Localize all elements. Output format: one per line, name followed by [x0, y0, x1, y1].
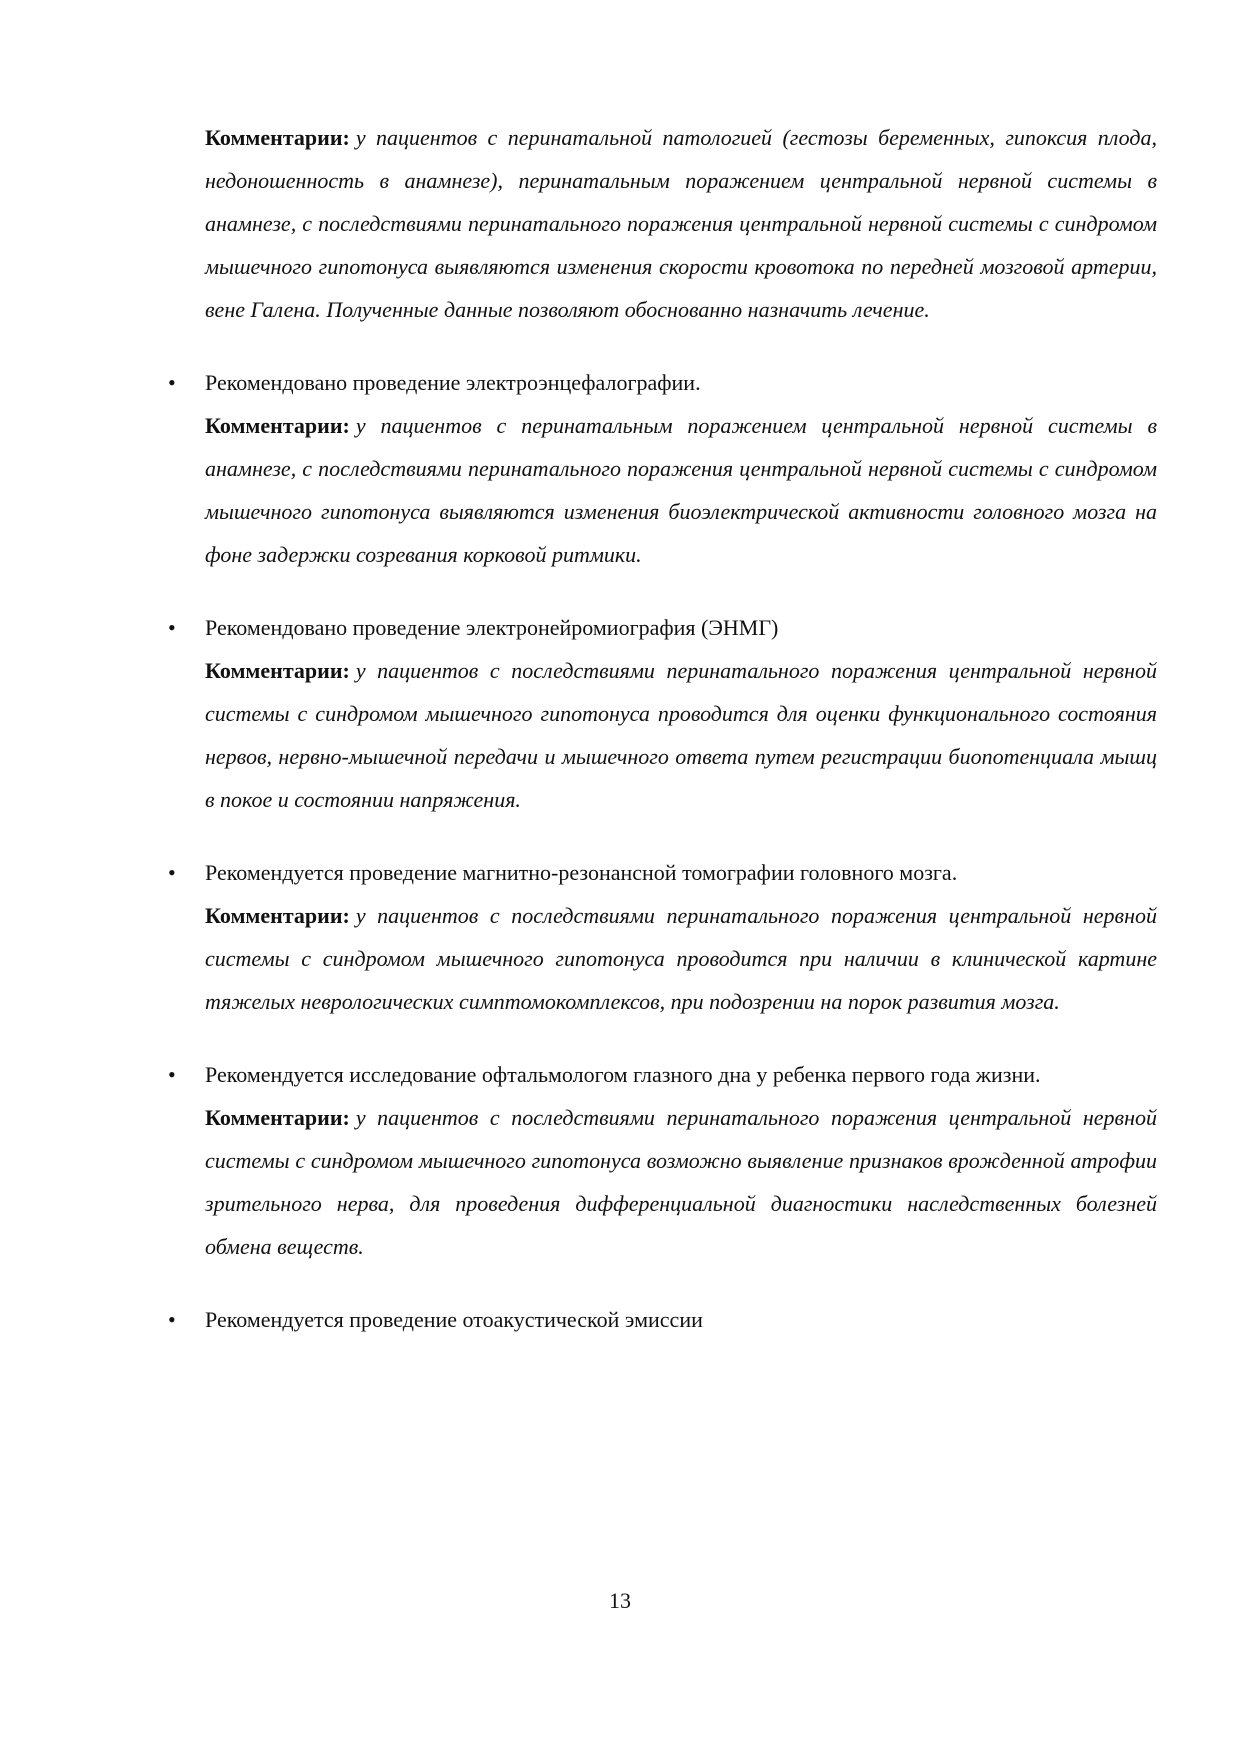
- comment-label: Комментарии:: [205, 903, 350, 928]
- recommendation-comment: [205, 894, 1157, 1023]
- recommendation-text: Рекомендуется проведение отоакустической эмиссии: [205, 1307, 703, 1332]
- recommendation-text: Рекомендуется исследование офтальмологом глазного дна у ребенка первого года жизни.: [205, 1062, 1041, 1087]
- page-number: 13: [609, 1588, 631, 1613]
- comment-label: Комментарии:: [205, 125, 350, 150]
- comment-text: у пациентов с последствиями перинатального поражения центральной нервной системы с синдромом мышечного гипотонуса возможно выявление признаков врожденной атрофии зрительного нерва, для проведения дифференциальной диагностики наследственных болезней обмена веществ.: [205, 1105, 1157, 1259]
- recommendation-text: Рекомендовано проведение электронейромиография (ЭНМГ): [205, 615, 779, 640]
- comment-text: у пациентов с перинатальной патологией (гестозы беременных, гипоксия плода, недоношенность в анамнезе), перинатальным поражением центральной нервной системы в анамнезе, с последствиями перинатального поражения центральной нервной системы с синдромом мышечного гипотонуса выявляются изменения скорости кровотока по передней мозговой артерии, вене Галена. Полученные данные позволяют обоснованно назначить лечение.: [205, 125, 1157, 322]
- recommendation-comment: [205, 649, 1157, 821]
- recommendation-ophthalmology: [168, 1053, 1157, 1268]
- recommendation-otoacoustic: [168, 1298, 1157, 1341]
- recommendation-enmg: [168, 606, 1157, 821]
- recommendation-text: Рекомендовано проведение электроэнцефалографии.: [205, 370, 701, 395]
- recommendation-eeg: [168, 361, 1157, 576]
- bullet-icon: •: [168, 860, 176, 885]
- recommendation-text: Рекомендуется проведение магнитно-резонансной томографии головного мозга.: [205, 860, 958, 885]
- comment-label: Комментарии:: [205, 658, 350, 683]
- bullet-icon: •: [168, 370, 176, 395]
- bullet-icon: •: [168, 1062, 176, 1087]
- comment-text: у пациентов с перинатальным поражением центральной нервной системы в анамнезе, с последствиями перинатального поражения центральной нервной системы с синдромом мышечного гипотонуса выявляются изменения биоэлектрической активности головного мозга на фоне задержки созревания корковой ритмики.: [205, 413, 1157, 567]
- recommendation-mri: [168, 851, 1157, 1023]
- comment-label: Комментарии:: [205, 413, 350, 438]
- recommendation-comment: [205, 404, 1157, 576]
- page-content: [168, 116, 1157, 1341]
- bullet-icon: •: [168, 615, 176, 640]
- intro-comment: [205, 116, 1157, 331]
- bullet-icon: •: [168, 1307, 176, 1332]
- comment-text: у пациентов с последствиями перинатального поражения центральной нервной системы с синдромом мышечного гипотонуса проводится для оценки функционального состояния нервов, нервно-мышечной передачи и мышечного ответа путем регистрации биопотенциала мышц в покое и состоянии напряжения.: [205, 658, 1157, 812]
- recommendation-comment: [205, 1096, 1157, 1268]
- comment-label: Комментарии:: [205, 1105, 350, 1130]
- comment-text: у пациентов с последствиями перинатального поражения центральной нервной системы с синдромом мышечного гипотонуса проводится при наличии в клинической картине тяжелых неврологических симптомокомплексов, при подозрении на порок развития мозга.: [205, 903, 1157, 1014]
